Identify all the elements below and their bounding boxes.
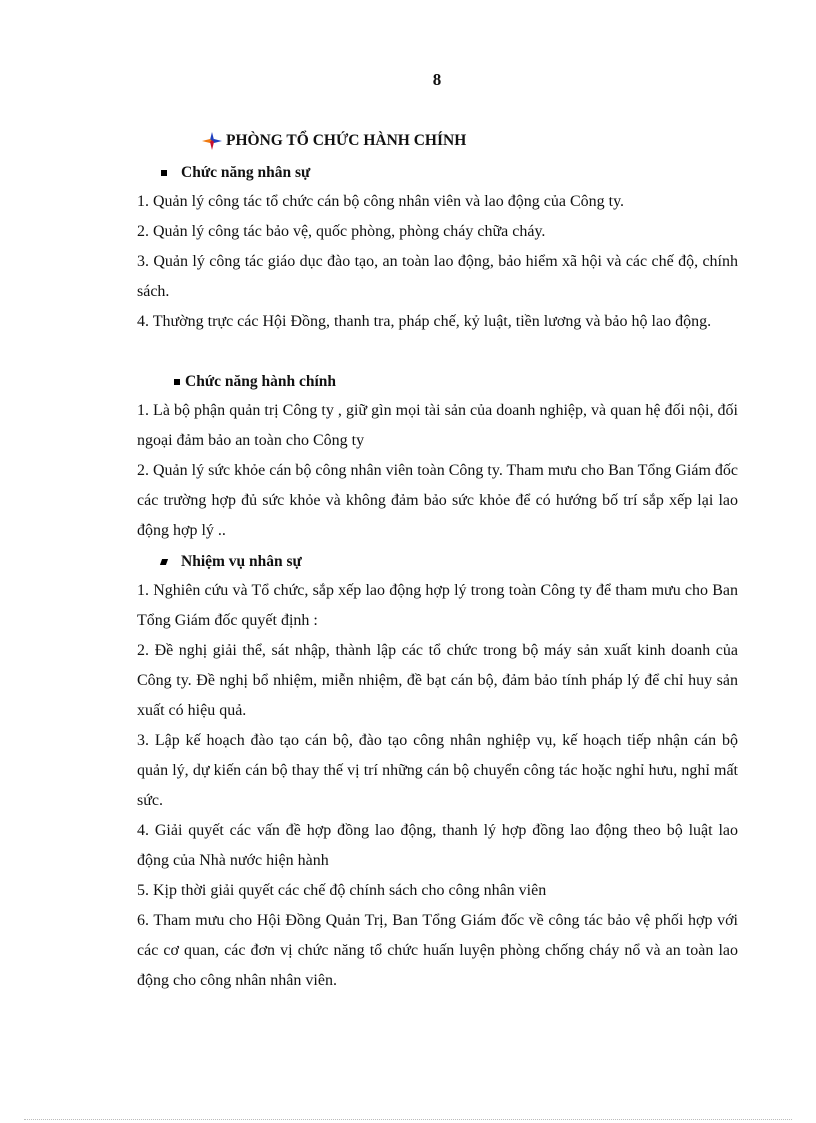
section-3-item-2: 2. Đề nghị giải thể, sát nhập, thành lập các tổ chức trong bộ máy sản xuất kinh doanh của Công ty. Đề nghị bổ nhiệm, miễn nhiệm, đề bạt cán bộ, đảm bảo tính pháp lý để chỉ huy sản xuất có hiệu quả. xyxy=(137,642,738,719)
page-number: 8 xyxy=(432,70,442,89)
section-3-item-1: 1. Nghiên cứu và Tổ chức, sắp xếp lao động hợp lý trong toàn Công ty để tham mưu cho Ban Tổng Giám đốc quyết định : xyxy=(137,582,738,629)
section-1-item-1: 1. Quản lý công tác tổ chức cán bộ công nhân viên và lao động của Công ty. xyxy=(137,193,625,210)
section-3-item-5: 5. Kịp thời giải quyết các chế độ chính sách cho công nhân viên xyxy=(137,882,547,899)
section-heading xyxy=(201,131,466,151)
section-1-item-4: 4. Thường trực các Hội Đồng, thanh tra, pháp chế, kỷ luật, tiền lương và bảo hộ lao động. xyxy=(137,313,712,330)
section-1-item-3: 3. Quản lý công tác giáo dục đào tạo, an toàn lao động, bảo hiểm xã hội và các chế độ, chính sách. xyxy=(137,253,738,300)
section-3-item-6: 6. Tham mưu cho Hội Đồng Quản Trị, Ban Tổng Giám đốc về công tác bảo vệ phối hợp với các cơ quan, các đơn vị chức năng tổ chức huấn luyện phòng chống cháy nổ và an toàn lao động cho công nhân nhân viên. xyxy=(137,912,738,989)
section-2-item-1: 1. Là bộ phận quản trị Công ty , giữ gìn mọi tài sản của doanh nghiệp, và quan hệ đối nội, đối ngoại đảm bảo an toàn cho Công ty xyxy=(137,402,738,449)
square-bullet-icon xyxy=(160,559,168,565)
square-bullet-icon xyxy=(174,379,180,385)
section-3-title: Nhiệm vụ nhân sự xyxy=(161,553,302,571)
section-1-item-2: 2. Quản lý công tác bảo vệ, quốc phòng, phòng cháy chữa cháy. xyxy=(137,223,546,240)
section-2-title: Chức năng hành chính xyxy=(174,373,336,391)
four-point-star-icon xyxy=(201,131,223,151)
section-2-item-2: 2. Quản lý sức khỏe cán bộ công nhân viên toàn Công ty. Tham mưu cho Ban Tổng Giám đốc các trường hợp đủ sức khỏe và không đảm bảo sức khỏe để có hướng bố trí sắp xếp lại lao động hợp lý .. xyxy=(137,462,738,539)
square-bullet-icon xyxy=(161,170,167,176)
section-3-item-4: 4. Giải quyết các vấn đề hợp đồng lao động, thanh lý hợp đồng lao động theo bộ luật lao động của Nhà nước hiện hành xyxy=(137,822,738,869)
section-1-title: Chức năng nhân sự xyxy=(161,164,310,182)
page-bottom-border xyxy=(24,1119,792,1120)
section-3-item-3: 3. Lập kế hoạch đào tạo cán bộ, đào tạo công nhân nghiệp vụ, kế hoạch tiếp nhận cán bộ quản lý, dự kiến cán bộ thay thế vị trí những cán bộ chuyển công tác hoặc nghỉ hưu, nghỉ mất sức. xyxy=(137,732,738,809)
heading-text: PHÒNG TỔ CHỨC HÀNH CHÍNH xyxy=(226,132,467,149)
